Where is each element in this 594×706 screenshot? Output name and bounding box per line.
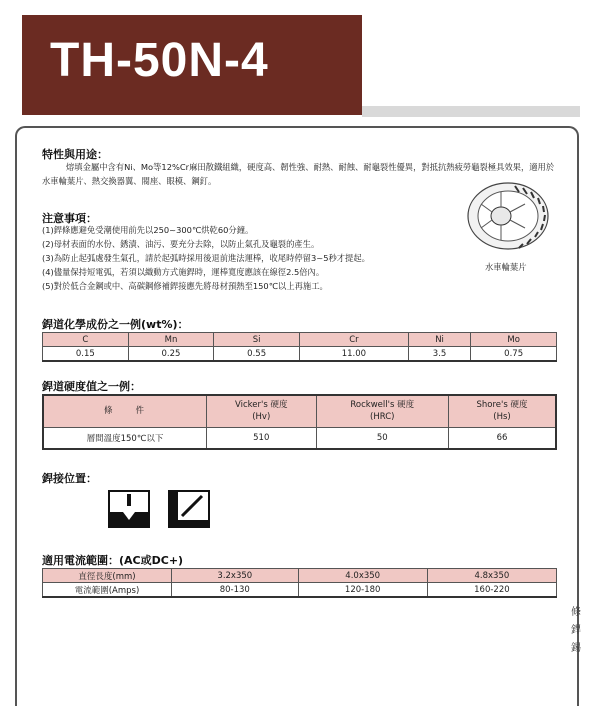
chem-value-mn: 0.25	[128, 347, 214, 362]
shore-name: Shore's 硬度	[476, 400, 528, 411]
hardness-table	[42, 394, 557, 450]
sidebar-char-2: 銲	[571, 625, 581, 636]
features-text: 熔填金屬中含有Ni、Mo等12%Cr麻田散鐵組織，硬度高、韌性強、耐熱、耐蝕、耐龜裂性優異，對抵抗熱疲勞龜裂極具效果，適用於水車輪葉片、熱交換器翼、閥座、眼模、鋼釘。	[42, 162, 555, 186]
hardness-condition-header: 條 件	[43, 395, 207, 427]
chemistry-heading: 銲道化學成份之一例(wt%)：	[42, 318, 189, 331]
current-table	[42, 568, 557, 598]
hardness-header-rockwell	[316, 395, 448, 427]
flat-position-icon	[108, 490, 150, 528]
vicker-unit: (Hv)	[252, 412, 271, 423]
hardness-heading: 銲道硬度值之一例：	[42, 380, 141, 393]
current-row-amps	[43, 583, 557, 598]
chemistry-value-row	[43, 347, 557, 362]
current-heading: 適用電流範圍：(AC或DC+)	[42, 554, 184, 567]
hardness-row-label: 層間溫度150℃以下	[43, 427, 207, 449]
hardness-value-row	[43, 427, 556, 449]
diameter-value-1: 3.2x350	[172, 569, 299, 583]
precaution-item-2: (2)母材表面的水份、銹漬、油污、要充分去除，以防止氣孔及龜裂的產生。	[42, 239, 320, 249]
hardness-header-vicker	[207, 395, 317, 427]
precaution-item-5: (5)對於低合金鋼或中、高碳鋼修補銲接應先將母材預熱至150℃以上再施工。	[42, 281, 328, 291]
water-wheel-caption: 水車輪葉片	[485, 262, 527, 272]
precaution-item-1: (1)銲條應避免受潮使用前先以250~300℃烘乾60分鐘。	[42, 225, 254, 235]
chem-value-cr: 11.00	[299, 347, 408, 362]
chem-header-ni: Ni	[408, 333, 470, 347]
chem-value-si: 0.55	[214, 347, 300, 362]
shore-unit: (Hs)	[493, 412, 511, 423]
sidebar-char-1: 條	[571, 607, 581, 618]
amps-value-1: 80-130	[172, 583, 299, 598]
amps-value-3: 160-220	[427, 583, 556, 598]
vicker-name: Vicker's 硬度	[235, 400, 288, 411]
rockwell-name: Rockwell's 硬度	[350, 400, 415, 411]
chem-value-ni: 3.5	[408, 347, 470, 362]
precautions-heading: 注意事項：	[42, 212, 97, 225]
chem-value-mo: 0.75	[471, 347, 557, 362]
sidebar-char-3: 錫	[571, 643, 581, 654]
chem-header-c: C	[43, 333, 129, 347]
chemistry-table	[42, 332, 557, 362]
title-strip	[362, 106, 580, 117]
hardness-value-shore: 66	[448, 427, 556, 449]
amps-value-2: 120-180	[298, 583, 427, 598]
diameter-value-3: 4.8x350	[427, 569, 556, 583]
water-wheel-image	[463, 178, 553, 258]
sidebar-category	[571, 604, 583, 658]
horizontal-fillet-position-icon	[168, 490, 210, 528]
hardness-header-row	[43, 395, 556, 427]
chem-header-cr: Cr	[299, 333, 408, 347]
chemistry-header-row	[43, 333, 557, 347]
current-row-diameter	[43, 569, 557, 583]
precaution-item-4: (4)儘量保持短電弧，若須以織動方式施銲時，運棒寬度應該在線徑2.5倍內。	[42, 267, 325, 277]
chem-header-si: Si	[214, 333, 300, 347]
chem-header-mo: Mo	[471, 333, 557, 347]
positions-heading: 銲接位置：	[42, 472, 97, 485]
amps-label: 電流範圍(Amps)	[43, 583, 172, 598]
product-title: TH-50N-4	[50, 34, 269, 87]
chem-header-mn: Mn	[128, 333, 214, 347]
precaution-item-3: (3)為防止起弧處發生氣孔，請於起弧時採用後退前進法運棒，收尾時停留3~5秒才提起。	[42, 253, 370, 263]
rockwell-unit: (HRC)	[370, 412, 395, 423]
diameter-label: 直徑長度(mm)	[43, 569, 172, 583]
title-banner	[22, 15, 362, 115]
features-heading: 特性與用途：	[42, 148, 108, 161]
hardness-value-rockwell: 50	[316, 427, 448, 449]
diameter-value-2: 4.0x350	[298, 569, 427, 583]
chem-value-c: 0.15	[43, 347, 129, 362]
hardness-header-shore	[448, 395, 556, 427]
hardness-value-vicker: 510	[207, 427, 317, 449]
